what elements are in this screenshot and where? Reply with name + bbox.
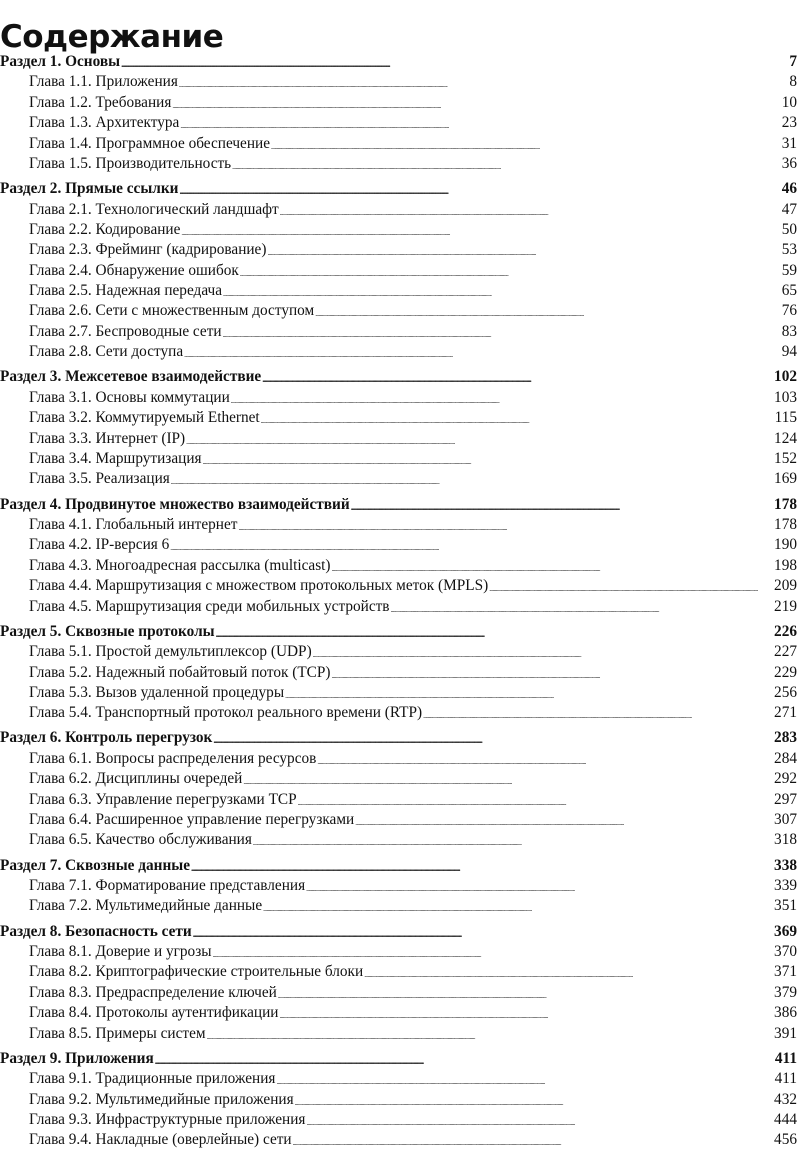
- chapter-title: Глава 9.4. Накладные (оверлейные) сети: [29, 1131, 292, 1149]
- toc-chapter-entry[interactable]: [0, 515, 797, 535]
- dot-leader: [295, 1090, 773, 1110]
- dot-leader: [155, 1049, 774, 1069]
- toc-chapter-entry[interactable]: [0, 597, 797, 617]
- dot-leader: [191, 856, 773, 876]
- toc-chapter-entry[interactable]: [0, 663, 797, 683]
- toc-chapter-entry[interactable]: [0, 1130, 797, 1150]
- dot-leader: [253, 830, 773, 850]
- page-number: 10: [781, 93, 797, 111]
- toc-chapter-entry[interactable]: [0, 281, 797, 301]
- page-number: 115: [774, 409, 797, 427]
- dot-leader: [243, 769, 773, 789]
- dot-leader: [293, 1130, 773, 1150]
- dot-leader: [391, 597, 774, 617]
- section-title: Раздел 5. Сквозные протоколы: [0, 622, 215, 640]
- toc-chapter-entry[interactable]: [0, 220, 797, 240]
- dot-leader: [213, 942, 774, 962]
- dot-leader: [172, 93, 780, 113]
- toc-chapter-entry[interactable]: [0, 469, 797, 489]
- chapter-title: Глава 8.2. Криптографические строительные блоки: [29, 963, 364, 981]
- dot-leader: [186, 429, 773, 449]
- chapter-title: Глава 1.4. Программное обеспечение: [29, 134, 271, 152]
- toc-section-entry[interactable]: [0, 367, 797, 387]
- page-number: 456: [774, 1131, 797, 1149]
- dot-leader: [278, 983, 773, 1003]
- dot-leader: [276, 1069, 773, 1089]
- toc-section-entry[interactable]: [0, 728, 797, 748]
- dot-leader: [180, 113, 780, 133]
- page-number: 283: [774, 729, 797, 747]
- page-number: 178: [774, 515, 797, 533]
- page-number: 292: [774, 770, 797, 788]
- toc-chapter-entry[interactable]: [0, 240, 797, 260]
- page-number: 371: [774, 963, 797, 981]
- page-number: 227: [774, 643, 797, 661]
- dot-leader: [271, 134, 781, 154]
- toc-section-entry[interactable]: [0, 495, 797, 515]
- chapter-title: Глава 9.3. Инфраструктурные приложения: [29, 1110, 306, 1128]
- page-number: 103: [774, 388, 797, 406]
- toc-chapter-entry[interactable]: [0, 983, 797, 1003]
- page-number: 23: [781, 114, 797, 132]
- dot-leader: [179, 179, 780, 199]
- dot-leader: [285, 683, 773, 703]
- dot-leader: [171, 469, 773, 489]
- chapter-title: Глава 4.2. IP-версия 6: [29, 536, 170, 554]
- toc-chapter-entry[interactable]: [0, 1003, 797, 1023]
- page-number: 36: [781, 154, 797, 172]
- chapter-title: Глава 8.5. Примеры систем: [29, 1024, 206, 1042]
- page-number: 152: [774, 450, 797, 468]
- dot-leader: [489, 576, 773, 596]
- toc-chapter-entry[interactable]: [0, 896, 797, 916]
- page-number: 256: [774, 683, 797, 701]
- section-title: Раздел 4. Продвинутое множество взаимодействий: [0, 495, 350, 513]
- toc-chapter-entry[interactable]: [0, 200, 797, 220]
- toc-chapter-entry[interactable]: [0, 576, 797, 596]
- page-number: 178: [774, 495, 797, 513]
- chapter-title: Глава 3.4. Маршрутизация: [29, 450, 202, 468]
- chapter-title: Глава 2.3. Фрейминг (кадрирование): [29, 241, 267, 259]
- toc-chapter-entry[interactable]: [0, 342, 797, 362]
- dot-leader: [238, 515, 773, 535]
- chapter-title: Глава 7.2. Мультимедийные данные: [29, 897, 263, 915]
- chapter-title: Глава 5.1. Простой демультиплексор (UDP): [29, 643, 312, 661]
- toc-chapter-entry[interactable]: [0, 790, 797, 810]
- chapter-title: Глава 4.4. Маршрутизация с множеством протокольных меток (MPLS): [29, 577, 489, 595]
- dot-leader: [181, 220, 780, 240]
- chapter-title: Глава 4.1. Глобальный интернет: [29, 515, 238, 533]
- dot-leader: [355, 810, 773, 830]
- toc-chapter-entry[interactable]: [0, 535, 797, 555]
- dot-leader: [261, 408, 774, 428]
- chapter-title: Глава 8.3. Предраспределение ключей: [29, 983, 277, 1001]
- section-title: Раздел 3. Межсетевое взаимодействие: [0, 368, 262, 386]
- chapter-title: Глава 6.5. Качество обслуживания: [29, 831, 252, 849]
- toc-chapter-entry[interactable]: [0, 683, 797, 703]
- dot-leader: [121, 52, 788, 72]
- page-number: 370: [774, 942, 797, 960]
- page-number: 50: [781, 220, 797, 238]
- page-number: 65: [781, 282, 797, 300]
- chapter-title: Глава 2.1. Технологический ландшафт: [29, 200, 279, 218]
- dot-leader: [232, 154, 781, 174]
- toc-chapter-entry[interactable]: [0, 72, 797, 92]
- page-number: 46: [781, 180, 797, 198]
- chapter-title: Глава 1.1. Приложения: [29, 73, 178, 91]
- page-number: 297: [774, 790, 797, 808]
- chapter-title: Глава 5.3. Вызов удаленной процедуры: [29, 683, 285, 701]
- chapter-title: Глава 6.3. Управление перегрузками TCP: [29, 790, 297, 808]
- dot-leader: [231, 388, 773, 408]
- page-number: 7: [789, 53, 797, 70]
- dot-leader: [306, 1110, 773, 1130]
- toc-section-entry[interactable]: [0, 856, 797, 876]
- chapter-title: Глава 9.2. Мультимедийные приложения: [29, 1090, 294, 1108]
- dot-leader: [423, 703, 773, 723]
- toc-section-entry[interactable]: [0, 52, 797, 72]
- toc-chapter-entry[interactable]: [0, 1090, 797, 1110]
- dot-leader: [170, 535, 773, 555]
- chapter-title: Глава 4.5. Маршрутизация среди мобильных устройств: [29, 597, 390, 615]
- dot-leader: [279, 1003, 773, 1023]
- section-title: Раздел 7. Сквозные данные: [0, 856, 191, 874]
- dot-leader: [262, 367, 773, 387]
- dot-leader: [315, 301, 781, 321]
- dot-leader: [213, 728, 773, 748]
- page-number: 8: [789, 73, 797, 91]
- page-number: 444: [774, 1110, 797, 1128]
- chapter-title: Глава 2.7. Беспроводные сети: [29, 322, 222, 340]
- toc-chapter-entry[interactable]: [0, 962, 797, 982]
- dot-leader: [306, 876, 773, 896]
- dot-leader: [332, 556, 774, 576]
- page-number: 47: [781, 200, 797, 218]
- toc-chapter-entry[interactable]: [0, 154, 797, 174]
- chapter-title: Глава 3.5. Реализация: [29, 470, 170, 488]
- page-number: 219: [774, 597, 797, 615]
- toc-chapter-entry[interactable]: [0, 429, 797, 449]
- toc-chapter-entry[interactable]: [0, 1069, 797, 1089]
- chapter-title: Глава 6.2. Дисциплины очередей: [29, 770, 243, 788]
- toc-chapter-entry[interactable]: [0, 93, 797, 113]
- dot-leader: [313, 642, 773, 662]
- page-number: 307: [774, 811, 797, 829]
- chapter-title: Глава 7.1. Форматирование представления: [29, 877, 306, 895]
- dot-leader: [223, 281, 781, 301]
- page-number: 386: [774, 1004, 797, 1022]
- page-number: 284: [774, 749, 797, 767]
- page-number: 124: [774, 429, 797, 447]
- chapter-title: Глава 1.3. Архитектура: [29, 114, 180, 132]
- chapter-title: Глава 2.5. Надежная передача: [29, 282, 222, 300]
- chapter-title: Глава 2.8. Сети доступа: [29, 343, 184, 361]
- section-title: Раздел 8. Безопасность сети: [0, 922, 192, 940]
- dot-leader: [240, 261, 781, 281]
- page-number: 102: [774, 368, 797, 386]
- page-number: 432: [774, 1090, 797, 1108]
- dot-leader: [193, 922, 773, 942]
- chapter-title: Глава 2.6. Сети с множественным доступом: [29, 302, 315, 320]
- chapter-title: Глава 6.1. Вопросы распределения ресурсов: [29, 749, 317, 767]
- dot-leader: [317, 749, 773, 769]
- page-number: 351: [774, 897, 797, 915]
- dot-leader: [203, 449, 774, 469]
- toc-section-entry[interactable]: [0, 622, 797, 642]
- chapter-title: Глава 6.4. Расширенное управление перегрузками: [29, 811, 355, 829]
- section-title: Раздел 9. Приложения: [0, 1049, 154, 1067]
- page-number: 59: [781, 261, 797, 279]
- page-number: 169: [774, 470, 797, 488]
- chapter-title: Глава 2.2. Кодирование: [29, 220, 181, 238]
- toc-chapter-entry[interactable]: [0, 749, 797, 769]
- toc-chapter-entry[interactable]: [0, 261, 797, 281]
- chapter-title: Глава 3.1. Основы коммутации: [29, 388, 230, 406]
- toc-chapter-entry[interactable]: [0, 769, 797, 789]
- page-number: 76: [781, 302, 797, 320]
- page-number: 379: [774, 983, 797, 1001]
- toc-chapter-entry[interactable]: [0, 703, 797, 723]
- page-number: 271: [774, 704, 797, 722]
- chapter-title: Глава 9.1. Традиционные приложения: [29, 1070, 276, 1088]
- dot-leader: [184, 342, 781, 362]
- toc-section-entry[interactable]: [0, 922, 797, 942]
- chapter-title: Глава 1.5. Производительность: [29, 154, 232, 172]
- page-number: 226: [774, 622, 797, 640]
- page-number: 411: [774, 1070, 797, 1088]
- page-number: 209: [774, 577, 797, 595]
- page-number: 338: [774, 856, 797, 874]
- toc-chapter-entry[interactable]: [0, 642, 797, 662]
- chapter-title: Глава 4.3. Многоадресная рассылка (multicast): [29, 556, 331, 574]
- toc-chapter-entry[interactable]: [0, 113, 797, 133]
- chapter-title: Глава 8.1. Доверие и угрозы: [29, 942, 212, 960]
- page-number: 94: [781, 343, 797, 361]
- chapter-title: Глава 2.4. Обнаружение ошибок: [29, 261, 239, 279]
- toc-chapter-entry[interactable]: [0, 322, 797, 342]
- page-number: 83: [781, 322, 797, 340]
- section-title: Раздел 6. Контроль перегрузок: [0, 729, 213, 747]
- dot-leader: [223, 322, 781, 342]
- toc-chapter-entry[interactable]: [0, 449, 797, 469]
- dot-leader: [179, 72, 788, 92]
- page-number: 391: [774, 1024, 797, 1042]
- table-of-contents: [0, 52, 797, 1151]
- dot-leader: [351, 495, 773, 515]
- chapter-title: Глава 5.2. Надежный побайтовый поток (TCP): [29, 663, 331, 681]
- page-number: 411: [774, 1049, 797, 1067]
- page-number: 339: [774, 877, 797, 895]
- dot-leader: [216, 622, 773, 642]
- page-number: 53: [781, 241, 797, 259]
- dot-leader: [267, 240, 780, 260]
- page-number: 190: [774, 536, 797, 554]
- toc-chapter-entry[interactable]: [0, 408, 797, 428]
- chapter-title: Глава 8.4. Протоколы аутентификации: [29, 1004, 279, 1022]
- page-number: 31: [781, 134, 797, 152]
- chapter-title: Глава 1.2. Требования: [29, 93, 172, 111]
- page-number: 198: [774, 556, 797, 574]
- toc-chapter-entry[interactable]: [0, 876, 797, 896]
- page-title: Содержание: [0, 18, 224, 55]
- toc-chapter-entry[interactable]: [0, 388, 797, 408]
- dot-leader: [331, 663, 773, 683]
- dot-leader: [364, 962, 773, 982]
- page-number: 229: [774, 663, 797, 681]
- dot-leader: [263, 896, 773, 916]
- toc-chapter-entry[interactable]: [0, 301, 797, 321]
- chapter-title: Глава 3.2. Коммутируемый Ethernet: [29, 409, 260, 427]
- dot-leader: [280, 200, 781, 220]
- chapter-title: Глава 5.4. Транспортный протокол реального времени (RTP): [29, 704, 423, 722]
- toc-chapter-entry[interactable]: [0, 942, 797, 962]
- toc-chapter-entry[interactable]: [0, 810, 797, 830]
- section-title: Раздел 1. Основы: [0, 53, 121, 70]
- toc-chapter-entry[interactable]: [0, 1024, 797, 1044]
- dot-leader: [207, 1024, 774, 1044]
- section-title: Раздел 2. Прямые ссылки: [0, 180, 179, 198]
- chapter-title: Глава 3.3. Интернет (IP): [29, 429, 186, 447]
- toc-chapter-entry[interactable]: [0, 556, 797, 576]
- toc-chapter-entry[interactable]: [0, 830, 797, 850]
- dot-leader: [298, 790, 773, 810]
- page-number: 318: [774, 831, 797, 849]
- toc-section-entry[interactable]: [0, 1049, 797, 1069]
- toc-chapter-entry[interactable]: [0, 134, 797, 154]
- toc-chapter-entry[interactable]: [0, 1110, 797, 1130]
- toc-section-entry[interactable]: [0, 179, 797, 199]
- page-number: 369: [774, 922, 797, 940]
